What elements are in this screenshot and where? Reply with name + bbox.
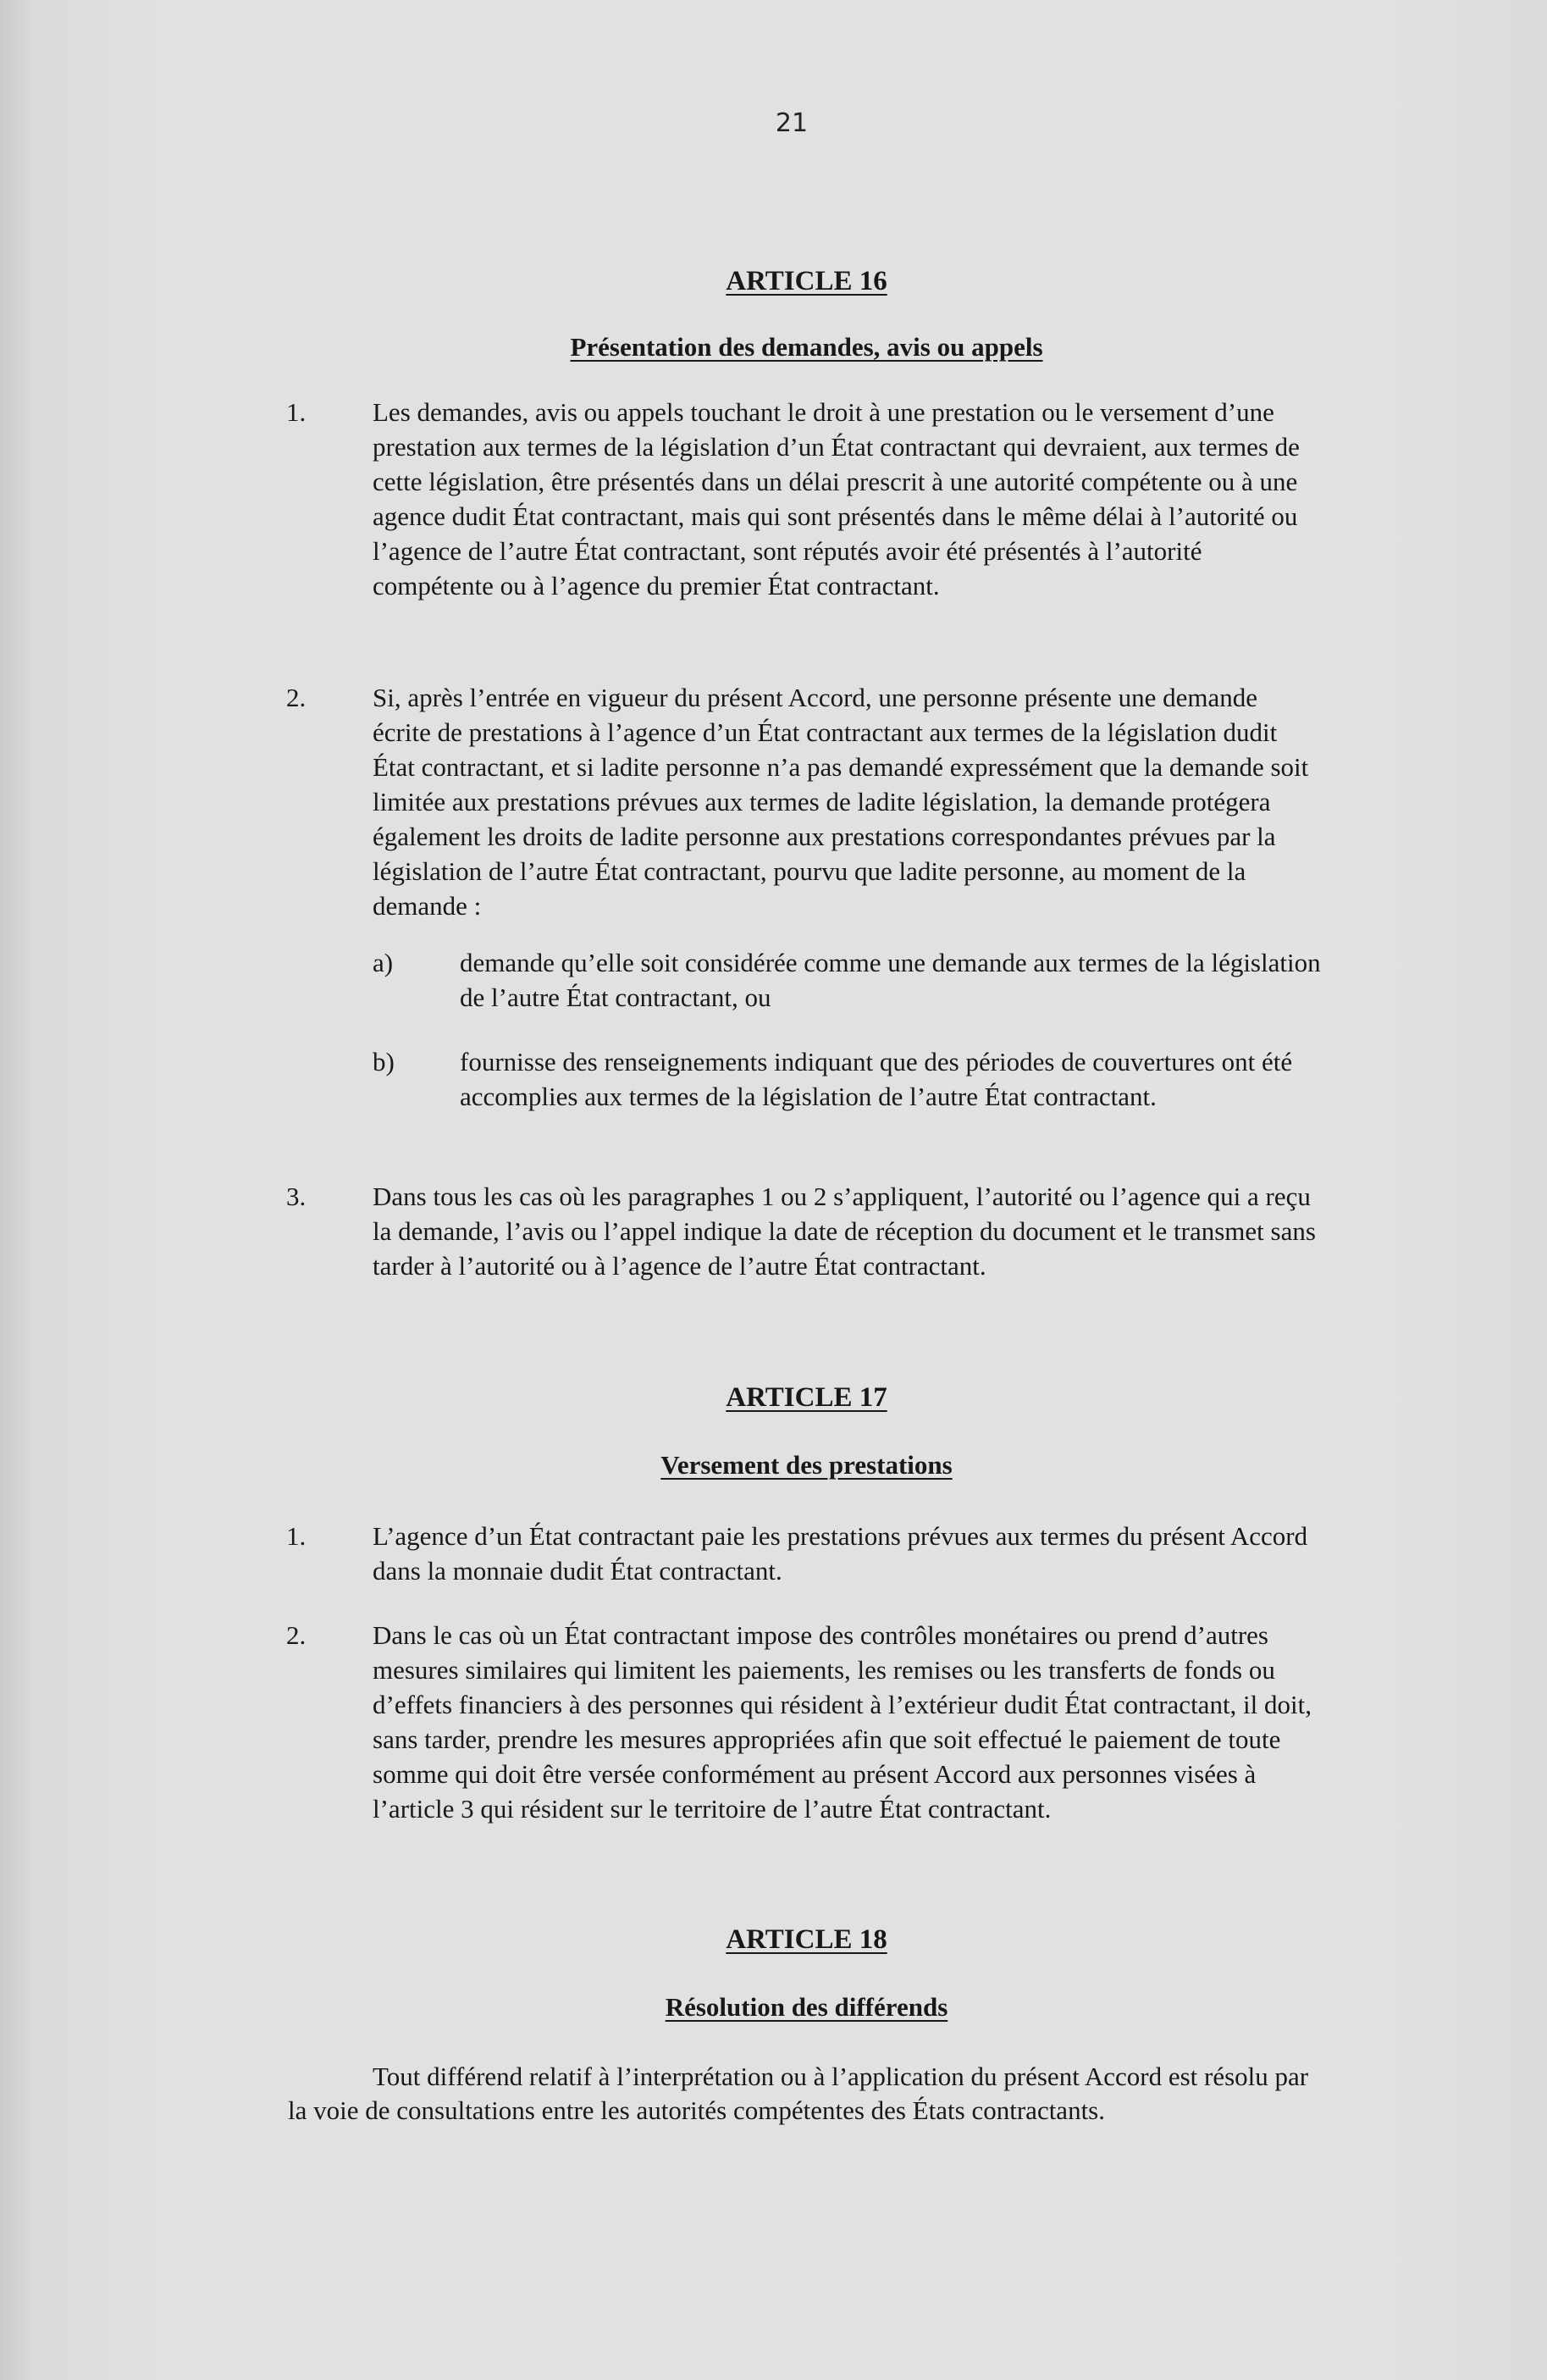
article-16-subtitle: Présentation des demandes, avis ou appels bbox=[570, 332, 1043, 362]
article-18-heading: ARTICLE 18 bbox=[726, 1924, 887, 1955]
article-16-para-2-text: Si, après l’entrée en vigueur du présent Accord, une personne présente une demande écrite de prestations à l’agence d’un État contractant aux termes de la législation dudit État contractant, et si ladite personne n’a pas demandé expressément que la demande soit limitée aux prestations prévues aux termes de ladite législation, la demande protégera également les droits de ladite personne aux prestations correspondantes prévues par la législation de l’autre État contractant, pourvu que ladite personne, au moment de la demande : bbox=[373, 683, 1309, 921]
article-17-para-2-text: Dans le cas où un État contractant impose des contrôles monétaires ou prend d’autres mesures similaires qui limitent les paiements, les remises ou les transferts de fonds ou d’effets financiers à des personnes qui résident à l’extérieur dudit État contractant, il doit, sans tarder, prendre les mesures appropriées afin que soit effectué le paiement de toute somme qui doit être versée conformément au présent Accord aux personnes visées à l’article 3 qui résident sur le territoire de l’autre État contractant. bbox=[373, 1620, 1312, 1824]
article-17-para-1-text: L’agence d’un État contractant paie les prestations prévues aux termes du présent Accord dans la monnaie dudit État contractant. bbox=[373, 1521, 1308, 1586]
article-16-para-2-item-a-text: demande qu’elle soit considérée comme une demande aux termes de la législation de l’autre État contractant, ou bbox=[460, 948, 1321, 1012]
article-16-para-3-number: 3. bbox=[286, 1182, 307, 1211]
article-17-subtitle: Versement des prestations bbox=[660, 1450, 953, 1480]
article-16-para-3-text: Dans tous les cas où les paragraphes 1 ou 2 s’appliquent, l’autorité ou l’agence qui a reçu la demande, l’avis ou l’appel indique la date de réception du document et le transmet sans tarder à l’autorité ou à l’agence de l’autre État contractant. bbox=[373, 1182, 1316, 1281]
article-18-body: Tout différend relatif à l’interprétation ou à l’application du présent Accord est résolu par la voie de consultations entre les autorités compétentes des États contractants. bbox=[288, 2062, 1309, 2125]
article-16-para-2-number: 2. bbox=[286, 683, 307, 712]
article-18-subtitle: Résolution des différends bbox=[665, 1992, 948, 2022]
article-17-para-2-number: 2. bbox=[286, 1620, 307, 1650]
article-17-para-1-number: 1. bbox=[286, 1521, 307, 1551]
article-16-para-1-number: 1. bbox=[286, 397, 307, 427]
article-16-para-2-item-a-label: a) bbox=[373, 948, 394, 977]
article-17-heading: ARTICLE 17 bbox=[726, 1382, 887, 1413]
article-16-heading: ARTICLE 16 bbox=[726, 266, 887, 296]
page-number: 21 bbox=[775, 108, 809, 138]
article-16-para-1-text: Les demandes, avis ou appels touchant le droit à une prestation ou le versement d’une prestation aux termes de la législation d’un État contractant qui devraient, aux termes de cette législation, être présentés dans un délai prescrit à une autorité compétente ou à une agence dudit État contractant, mais qui sont présentés dans le même délai à l’autorité ou l’agence de l’autre État contractant, sont réputés avoir été présentés à l’autorité compétente ou à l’agence du premier État contractant. bbox=[373, 397, 1300, 601]
article-16-para-2-item-b-label: b) bbox=[373, 1047, 395, 1077]
article-16-para-2-item-b-text: fournisse des renseignements indiquant que des périodes de couvertures ont été accomplies aux termes de la législation de l’autre État contractant. bbox=[460, 1047, 1293, 1111]
